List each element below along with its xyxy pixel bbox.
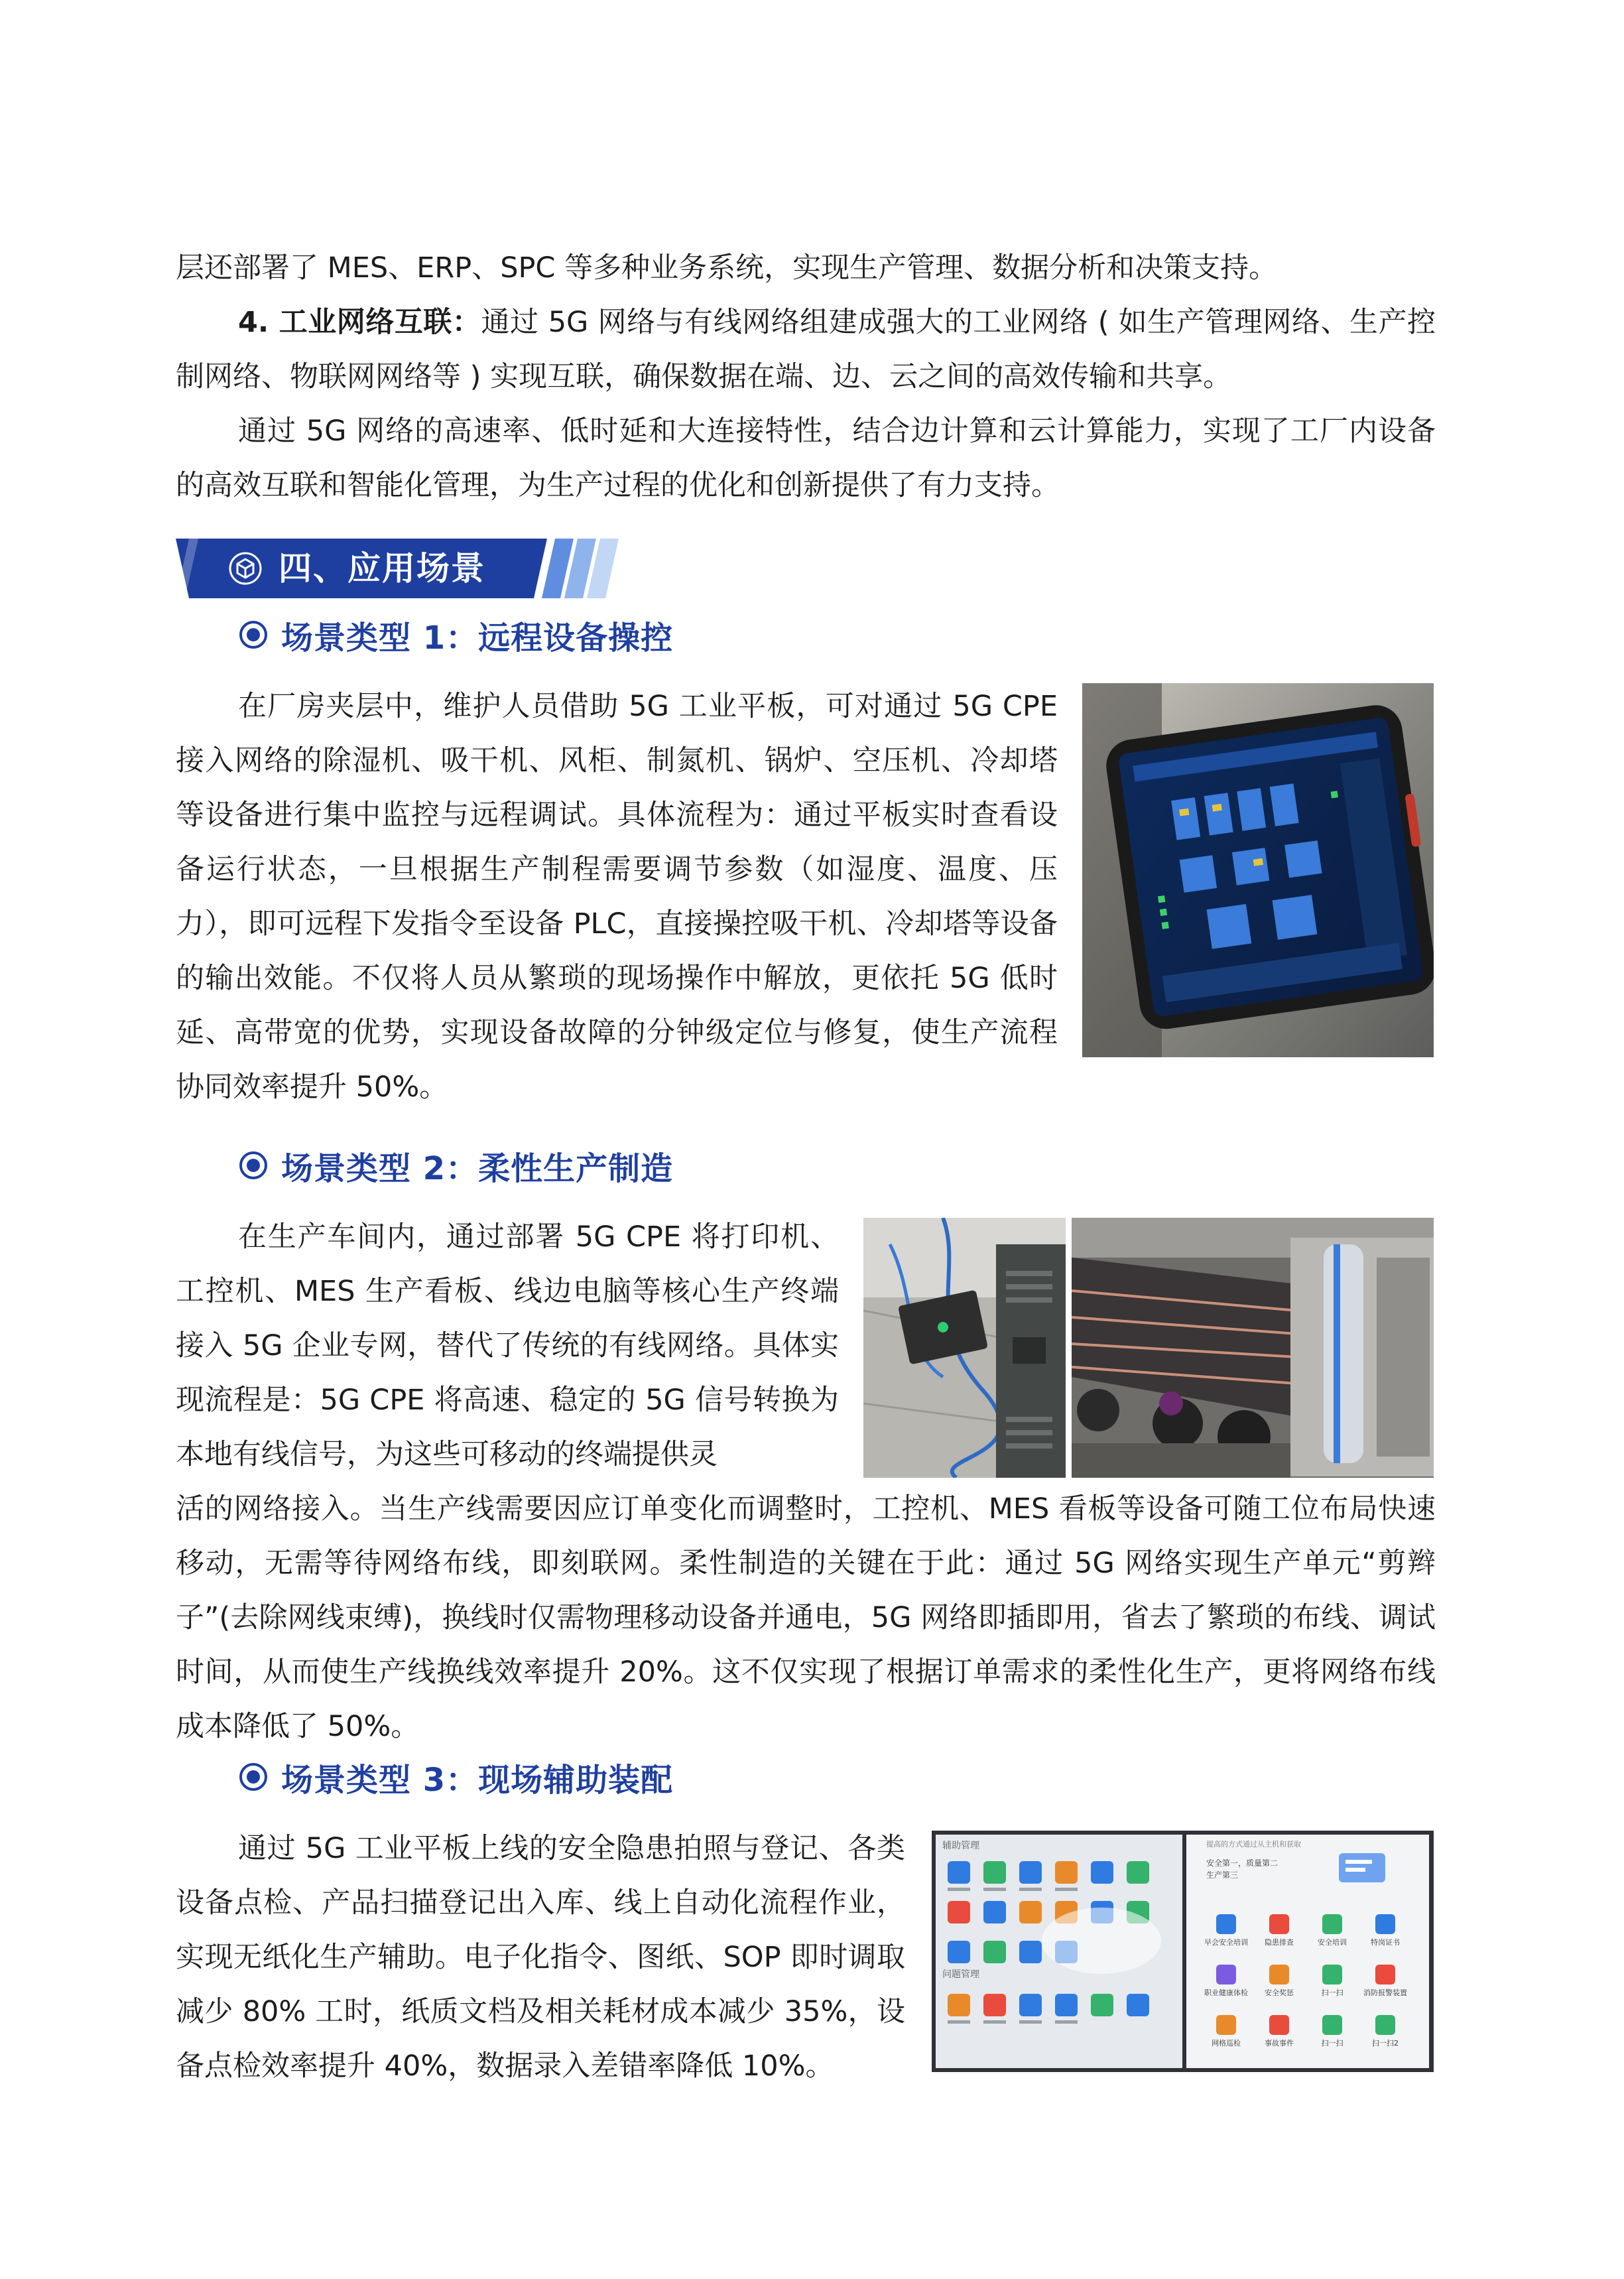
- app-tile[interactable]: 早会安全培训: [1200, 1914, 1253, 1947]
- right-tile-grid: [1200, 1914, 1425, 2048]
- target-icon: [239, 620, 268, 649]
- target-icon: [239, 1762, 268, 1791]
- section-title: 四、应用场景: [279, 549, 485, 588]
- section-banner: [176, 539, 640, 598]
- app-tile[interactable]: 扫一扫2: [1359, 2015, 1412, 2048]
- app-grid-right: [1186, 1835, 1429, 2068]
- intro-paragraph-1: 层还部署了 MES、ERP、SPC 等多种业务系统，实现生产管理、数据分析和决策支持。: [176, 251, 1278, 285]
- scene-2-title: 场景类型 2：柔性生产制造: [281, 1149, 674, 1187]
- banner-illustration-icon: [1332, 1848, 1399, 1888]
- right-panel-sub: 生产第三: [1206, 1870, 1239, 1880]
- right-panel-header: 安全第一，质量第二: [1206, 1858, 1279, 1868]
- app-tile[interactable]: 扫一扫: [1306, 1965, 1359, 1998]
- cpe-device-photo: [863, 1218, 1066, 1478]
- scene-3-title: 场景类型 3：现场辅助装配: [281, 1761, 674, 1799]
- intro-paragraph-3: 通过 5G 网络的高速率、低时延和大连接特性，结合边计算和云计算能力，实现了工厂内设备的高效互联和智能化管理，为生产过程的优化和创新提供了有力支持。: [176, 415, 1436, 502]
- app-tile[interactable]: 隐患排查: [1253, 1914, 1306, 1947]
- app-tile[interactable]: 安全培训: [1306, 1914, 1359, 1947]
- scene-2-body-full: 活的网络接入。当生产线需要因应订单变化而调整时，工控机、MES 看板等设备可随工位布局快速移动，无需等待网络布线，即刻联网。柔性制造的关键在于此：通过 5G 网络实现生产单元“剪辫子”(去除网线束缚)，换线时仅需物理移动设备并通电，5G 网络即插即用，省去了繁琐的布线、调试时间，从而使生产线换线效率提升 20%。这不仅实现了根据订单需求的柔性化生产，更将网络布线成本降低了 50%。: [176, 1492, 1436, 1743]
- network-interconnect-text: 通过 5G 网络与有线网络组建成强大的工业网络 ( 如生产管理网络、生产控制网络、物联网网络等 ) 实现互联，确保数据在端、边、云之间的高效传输和共享。: [176, 306, 1436, 393]
- cube-icon: [229, 552, 262, 585]
- left-panel-header-2: 问题管理: [942, 1969, 979, 1980]
- scene-1-body: 在厂房夹层中，维护人员借助 5G 工业平板，可对通过 5G CPE 接入网络的除湿机、吸干机、风柜、制氮机、锅炉、空压机、冷却塔等设备进行集中监控与远程调试。具体流程为：通过平板实时查看设备运行状态，一旦根据生产制程需要调节参数（如湿度、温度、压力），即可远程下发指令至设备 PLC，直接操控吸干机、冷却塔等设备的输出效能。不仅将人员从繁琐的现场操作中解放，更依托 5G 低时延、高带宽的优势，实现设备故障的分钟级定位与修复，使生产流程协同效率提升 50%。: [176, 690, 1058, 1104]
- app-icon-grid: [936, 1835, 1182, 2068]
- tablet-apps-photo: [932, 1831, 1434, 2072]
- right-panel-top-text: 提高的方式通过从主机和获取: [1206, 1840, 1301, 1849]
- app-tile[interactable]: 事故事件: [1253, 2015, 1306, 2048]
- scene-3-body: 通过 5G 工业平板上线的安全隐患拍照与登记、各类设备点检、产品扫描登记出入库、线上自动化流程作业，实现无纸化生产辅助。电子化指令、图纸、SOP 即时调取减少 80% 工时，纸质文档及相关耗材成本减少 35%，设备点检效率提升 40%，数据录入差错率降低 10%。: [176, 1832, 905, 2083]
- scene-2-body-wrap: 在生产车间内，通过部署 5G CPE 将打印机、工控机、MES 生产看板、线边电脑等核心生产终端接入 5G 企业专网，替代了传统的有线网络。具体实现流程是：5G CPE 将高速、稳定的 5G 信号转换为本地有线信号，为这些可移动的终端提供灵: [176, 1220, 839, 1471]
- intro-paragraph-2: [176, 295, 1436, 404]
- printer-production-photo: [1072, 1218, 1434, 1478]
- app-tile[interactable]: 消防报警装置: [1359, 1965, 1412, 1998]
- app-tile[interactable]: 网格巡检: [1200, 2015, 1253, 2048]
- scene-2-heading: [239, 1142, 673, 1189]
- scene-1-heading: [239, 612, 673, 658]
- target-icon: [239, 1151, 268, 1180]
- app-tile[interactable]: 扫一扫: [1306, 2015, 1359, 2048]
- app-tile[interactable]: 特岗证书: [1359, 1914, 1412, 1947]
- left-panel-header: 辅助管理: [942, 1841, 979, 1851]
- app-grid-left: [936, 1835, 1182, 2068]
- app-tile[interactable]: 职业健康体检: [1200, 1965, 1253, 1998]
- scene-3-heading: [239, 1754, 673, 1800]
- app-tile[interactable]: 安全奖惩: [1253, 1965, 1306, 1998]
- tablet-monitoring-photo: [1082, 683, 1434, 1057]
- network-interconnect-label: 4. 工业网络互联：: [238, 306, 481, 339]
- scene-1-title: 场景类型 1：远程设备操控: [281, 619, 674, 657]
